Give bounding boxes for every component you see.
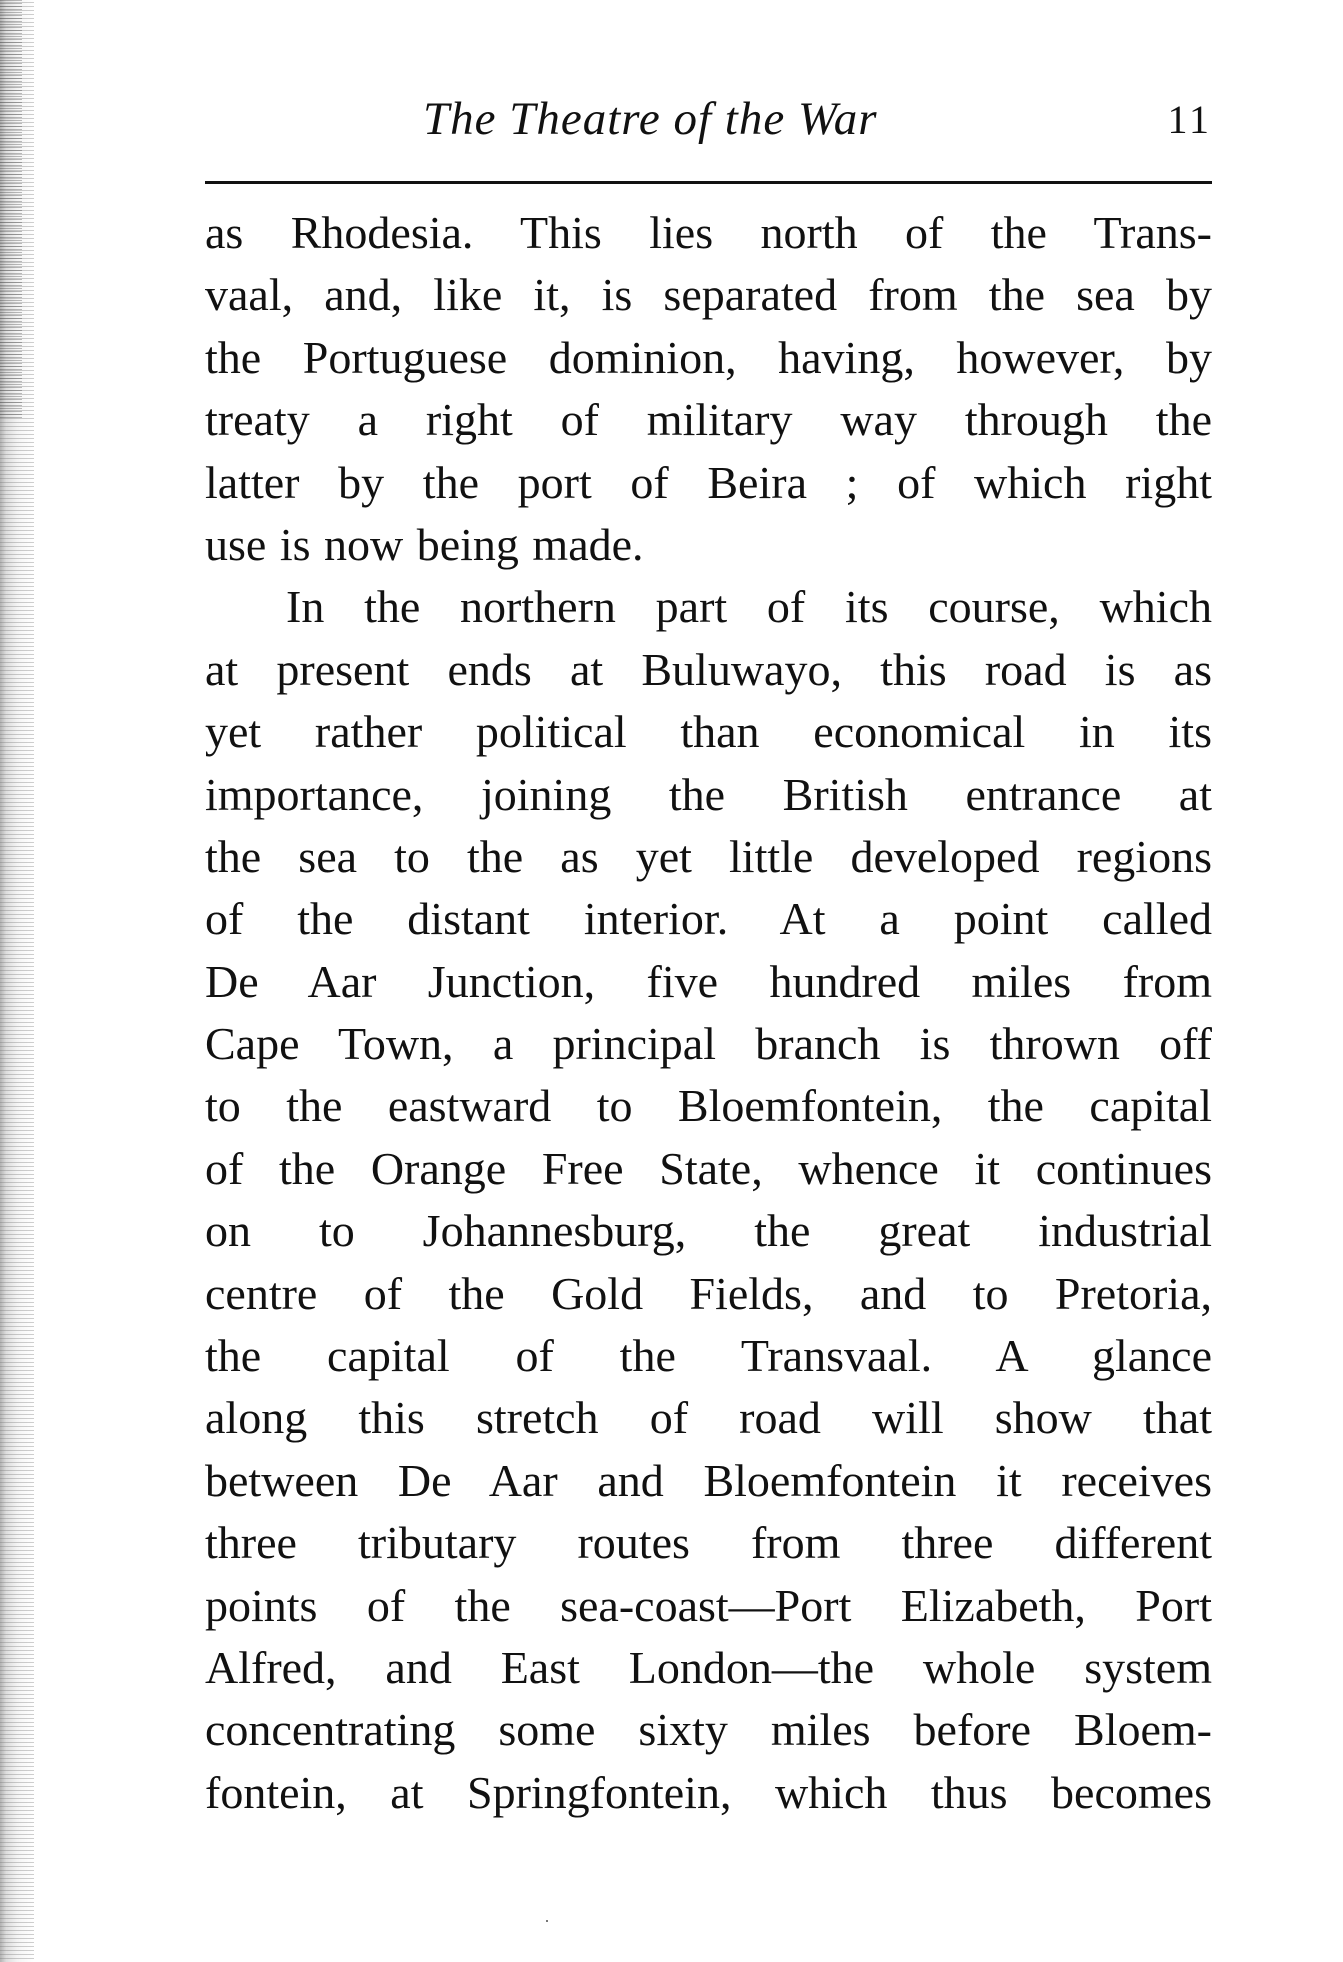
text-line: latter by the port of Beira ; of which right: [205, 456, 1212, 508]
text-line: In the northern part of its course, which: [286, 581, 1212, 633]
text-line: of the Orange Free State, whence it continues: [205, 1142, 1212, 1194]
text-line: on to Johannesburg, the great industrial: [205, 1205, 1212, 1257]
text-line: of the distant interior. At a point called: [205, 893, 1212, 945]
text-line: concentrating some sixty miles before Bloem-: [205, 1704, 1212, 1756]
text-line: to the eastward to Bloemfontein, the capital: [205, 1080, 1212, 1132]
text-line: fontein, at Springfontein, which thus becomes: [205, 1766, 1212, 1818]
text-line: importance, joining the British entrance at: [205, 768, 1212, 820]
text-line: the capital of the Transvaal. A glance: [205, 1330, 1212, 1382]
text-line: centre of the Gold Fields, and to Pretoria,: [205, 1267, 1212, 1319]
text-line: Cape Town, a principal branch is thrown off: [205, 1018, 1212, 1070]
text-line: at present ends at Buluwayo, this road is as: [205, 643, 1212, 695]
header-rule: [205, 181, 1212, 184]
text-line: Alfred, and East London—the whole system: [205, 1641, 1212, 1693]
text-line: the sea to the as yet little developed regions: [205, 830, 1212, 882]
text-line: yet rather political than economical in its: [205, 706, 1212, 758]
page-number: 11: [1167, 97, 1212, 142]
text-line: three tributary routes from three different: [205, 1517, 1212, 1569]
text-line: treaty a right of military way through the: [205, 394, 1212, 446]
scan-speck: [546, 1920, 548, 1922]
text-line: along this stretch of road will show that: [205, 1392, 1212, 1444]
text-line: points of the sea-coast—Port Elizabeth, Port: [205, 1579, 1212, 1631]
running-title: The Theatre of the War: [423, 93, 878, 145]
text-line: vaal, and, like it, is separated from the sea by: [205, 269, 1212, 321]
text-line: between De Aar and Bloemfontein it receives: [205, 1454, 1212, 1506]
text-line: as Rhodesia. This lies north of the Trans-: [205, 207, 1212, 258]
text-line: use is now being made.: [205, 518, 644, 570]
text-line: the Portuguese dominion, having, however, by: [205, 331, 1212, 383]
scan-edge-noise: [0, 0, 22, 420]
text-line: De Aar Junction, five hundred miles from: [205, 955, 1212, 1007]
body-text: [205, 202, 1212, 1824]
page-header: [205, 92, 1212, 152]
